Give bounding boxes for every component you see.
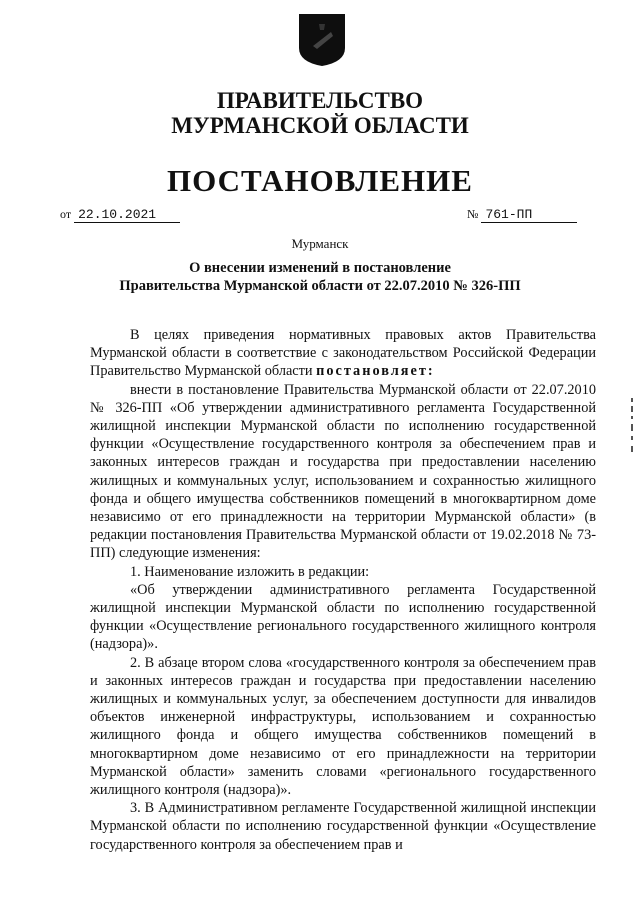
paragraph-item-2: 2. В абзаце втором слова «государственного контроля за обеспечением прав и законных интересов граждан и государства при предоставлении населению жилищных и коммунальных услуг, за обеспечением доступности для инвалидов объектов инженерной инфраструктуры, использованием и сохранностью жилищного фонда и общего имущества собственников помещений в многоквартирном доме независимо от его принадлежности на территории Мурманской области» заменить словами «регионального государственного жилищного контроля (надзора)». <box>90 654 596 799</box>
coat-of-arms-icon <box>297 12 347 68</box>
paragraph-amend: внести в постановление Правительства Мурманской области от 22.07.2010 № 326-ПП «Об утверждении административного регламента Государственной жилищной инспекции Мурманской области по исполнению государственной функции «Осуществление государственного контроля за обеспечением прав и законных интересов граждан и государства при предоставлении населению жилищных и коммунальных услуг, использованием и сохранностью жилищного фонда и общего имущества собственников помещений в многоквартирном доме независимо от его принадлежности на территории Мурманской области» (в редакции постановления Правительства Мурманской области от 19.02.2018 № 73-ПП) следующие изменения: <box>90 381 596 562</box>
paragraph-item-1-text: «Об утверждении административного регламента Государственной жилищной инспекции Мурманской области по исполнению государственной функции «Осуществление регионального государственного жилищного контроля (надзора)». <box>90 581 596 653</box>
document-type-title: ПОСТАНОВЛЕНИЕ <box>167 163 473 198</box>
number-value: 761-ПП <box>481 207 577 223</box>
city-name: Мурманск <box>291 236 349 251</box>
document-body <box>90 326 596 854</box>
government-name-line2: МУРМАНСКОЙ ОБЛАСТИ <box>171 113 469 138</box>
paragraph-item-1: 1. Наименование изложить в редакции: <box>130 563 370 580</box>
subject-line1: О внесении изменений в постановление <box>189 260 451 276</box>
government-name-line1: ПРАВИТЕЛЬСТВО <box>216 88 424 113</box>
scan-edge-mark <box>630 398 636 458</box>
paragraph-item-3: 3. В Административном регламенте Государственной жилищной инспекции Мурманской области по исполнению государственной функции «Осуществление государственного контроля за обеспечением прав и <box>90 800 596 853</box>
subject-line2: Правительства Мурманской области от 22.07.2010 № 326-ПП <box>119 278 521 294</box>
document-number <box>467 207 577 223</box>
paragraph-preamble <box>90 326 596 381</box>
document-date <box>60 207 180 223</box>
resolves-word: постановляет: <box>316 363 435 380</box>
date-value: 22.10.2021 <box>74 207 180 223</box>
number-prefix: № <box>467 207 479 221</box>
preamble-text: В целях приведения нормативных правовых актов Правительства Мурманской области в соответствие с законодательством Российской Федерации Правительство Мурманской области <box>90 327 596 380</box>
date-prefix: от <box>60 207 72 221</box>
